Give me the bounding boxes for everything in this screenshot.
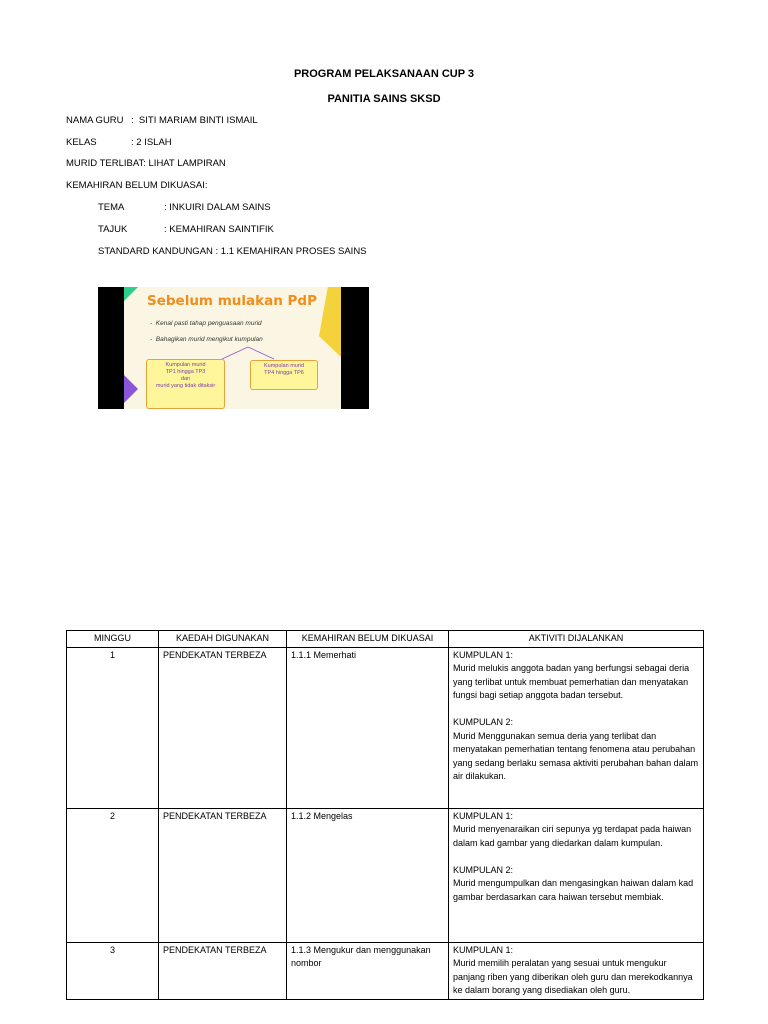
tema-value: : INKUIRI DALAM SAINS [164,202,271,213]
pdp-banner-image [98,287,369,409]
table-header-row [67,631,704,648]
kelas-label: KELAS [66,137,97,148]
table-row [67,808,704,942]
cell-aktiviti: KUMPULAN 1: Murid memilih peralatan yang sesuai untuk mengukur panjang riben yang diberikan oleh guru dan merekodkannya ke dalam borang yang disediakan oleh guru. [449,942,704,999]
header-kaedah: KAEDAH DIGUNAKAN [159,631,287,648]
document-title: PROGRAM PELAKSANAAN CUP 3 [293,68,475,80]
nama-guru-value: : SITI MARIAM BINTI ISMAIL [131,115,258,126]
nama-guru-row [66,115,258,126]
cell-minggu: 3 [67,942,159,999]
cell-aktiviti: KUMPULAN 1: Murid melukis anggota badan yang berfungsi sebagai deria yang terlibat untuk membuat pemerhatian dan menyatakan fungsi bagi setiap anggota badan tersebut. KUMPULAN 2: Murid Menggunakan semua deria yang terlibat dan menyatakan pemerhatian tentang fenomena atau perubahan yang sedang berlaku semasa aktiviti perubahan bahan dalam air dilakukan. [449,647,704,808]
kelas-row [66,137,172,148]
tema-row [98,202,271,213]
cell-minggu: 2 [67,808,159,942]
cell-kaedah: PENDEKATAN TERBEZA [159,942,287,999]
cell-kaedah: PENDEKATAN TERBEZA [159,647,287,808]
nama-guru-label: NAMA GURU [66,115,124,126]
activity-table [66,630,704,1000]
cell-kemahiran: 1.1.1 Memerhati [287,647,449,808]
kelas-value: : 2 ISLAH [131,137,172,148]
table-row [67,647,704,808]
tema-label: TEMA [98,202,125,213]
document-subtitle: PANITIA SAINS SKSD [327,93,441,105]
table-row [67,942,704,999]
banner-box-group-2: Kumpulan murid TP4 hingga TP6 [250,360,318,390]
header-aktiviti: AKTIVITI DIJALANKAN [449,631,704,648]
cell-kemahiran: 1.1.2 Mengelas [287,808,449,942]
cell-kemahiran: 1.1.3 Mengukur dan menggunakan nombor [287,942,449,999]
header-minggu: MINGGU [67,631,159,648]
banner-point-1: - Kenal pasti tahap penguasaan murid [150,320,262,327]
header-kemahiran: KEMAHIRAN BELUM DIKUASAI [287,631,449,648]
cell-minggu: 1 [67,647,159,808]
cell-kaedah: PENDEKATAN TERBEZA [159,808,287,942]
cell-aktiviti: KUMPULAN 1: Murid menyenaraikan ciri sepunya yg terdapat pada haiwan dalam kad gambar yang diedarkan dalam kumpulan. KUMPULAN 2: Murid mengumpulkan dan mengasingkan haiwan dalam kad gambar berdasarkan cara haiwan tersebut membiak. [449,808,704,942]
kemahiran-belum-heading: KEMAHIRAN BELUM DIKUASAI: [66,180,208,191]
tajuk-label: TAJUK [98,224,128,235]
standard-kandungan: STANDARD KANDUNGAN : 1.1 KEMAHIRAN PROSES SAINS [98,246,367,257]
tajuk-value: : KEMAHIRAN SAINTIFIK [164,224,274,235]
banner-box-group-1: Kumpulan murid TP1 hingga TP3 dan murid yang tidak ditaksir [146,359,225,409]
banner-title: Sebelum mulakan PdP [147,293,317,309]
banner-slide [124,287,341,409]
banner-point-2: - Bahagikan murid mengikut kumpulan [150,336,263,343]
tajuk-row [98,224,274,235]
murid-terlibat: MURID TERLIBAT: LIHAT LAMPIRAN [66,158,226,169]
